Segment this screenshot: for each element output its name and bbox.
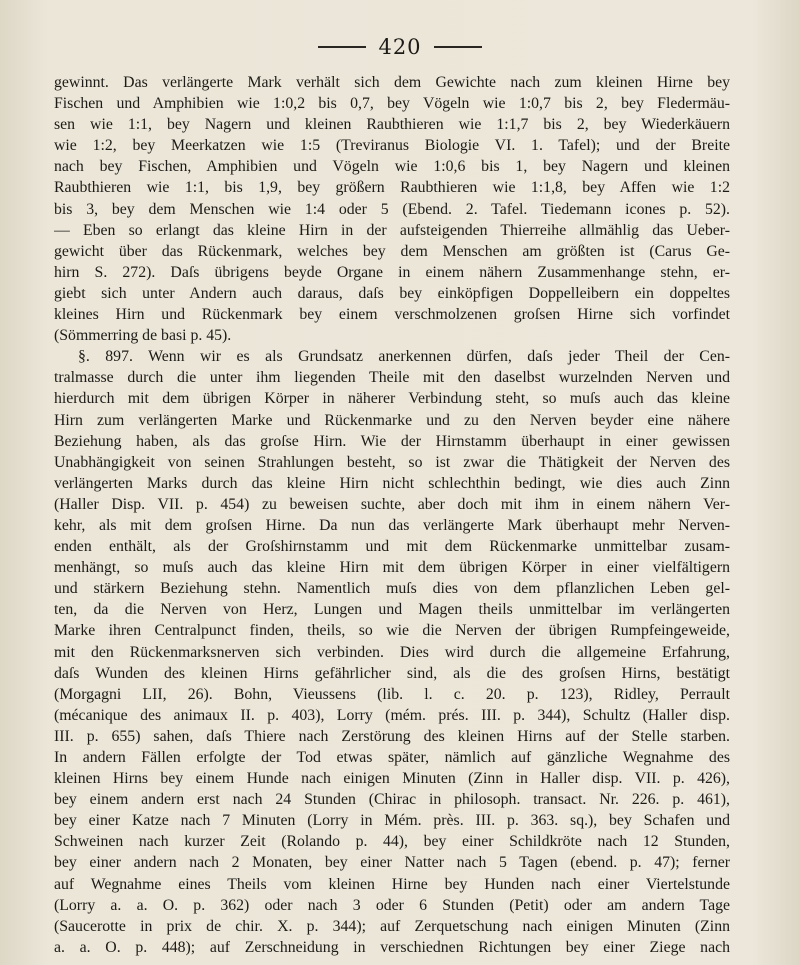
- text-line: gewinnt. Das verlängerte Mark verhält sich dem Gewichte nach zum kleinen Hirne bey: [54, 74, 730, 91]
- text-line: daſs Wunden des kleinen Hirns gefährlicher sind, als die des groſsen Hirns, bestätigt: [54, 664, 730, 682]
- text-line: — Eben so erlangt das kleine Hirn in der aufsteigenden Thierreihe allmählig das Ueber-: [54, 221, 730, 239]
- text-line: (mécanique des animaux II. p. 403), Lorry (mém. prés. III. p. 344), Schultz (Haller disp.: [54, 706, 730, 724]
- text-line: hierdurch mit dem übrigen Körper in näherer Verbindung steht, so muſs auch das kleine: [54, 390, 730, 408]
- text-line: wie 1:2, bey Meerkatzen wie 1:5 (Treviranus Biologie VI. 1. Tafel); und der Breite: [54, 137, 730, 155]
- text-line: Hirn zum verlängerten Marke und Rückenmarke und zu den Nerven beyder eine nähere: [54, 411, 730, 429]
- text-line: (Lorry a. a. O. p. 362) oder nach 3 oder 6 Stunden (Petit) oder am andern Tage: [54, 896, 730, 914]
- text-line: enden enthält, als der Groſshirnstamm und mit dem Rückenmarke unmittelbar zusam-: [54, 538, 730, 556]
- text-line: In andern Fällen erfolgte der Tod etwas später, nämlich auf gänzliche Wegnahme des: [54, 749, 730, 766]
- text-line: (Haller Disp. VII. p. 454) zu beweisen suchte, aber doch mit ihm in einem nähern Ver-: [54, 495, 730, 513]
- text-line: sen wie 1:1, bey Nagern und kleinen Raubthieren wie 1:1,7 bis 2, bey Wiederkäuern: [54, 116, 730, 134]
- text-line: a. a. O. p. 448); auf Zerschneidung in verschiednen Richtungen bey einer Ziege nach: [54, 938, 730, 956]
- text-line: nach bey Fischen, Amphibien und Vögeln wie 1:0,6 bis 1, bey Nagern und kleinen: [54, 158, 730, 176]
- text-line: Fischen und Amphibien wie 1:0,2 bis 0,7, bey Vögeln wie 1:0,7 bis 2, bey Fledermäu-: [54, 95, 730, 113]
- text-line: Marke ihren Centralpunct finden, theils, so wie die Nerven der übrigen Rumpfeingeweide,: [54, 622, 730, 640]
- text-line: Unabhängigkeit von seinen Strahlungen besteht, so ist zwar die Thätigkeit der Nerven des: [54, 453, 730, 471]
- text-line: und stärkern Beziehung stehn. Namentlich muſs dies von dem pflanzlichen Leben gel-: [54, 580, 730, 598]
- text-line: verlängerten Marks durch das kleine Hirn nicht schlechthin bedingt, wie dies auch Zinn: [54, 474, 730, 492]
- text-line: bey einer Katze nach 7 Minuten (Lorry in Mém. près. III. p. 363. sq.), bey Schafen und: [54, 812, 730, 830]
- text-line: hirn S. 272). Daſs übrigens beyde Organe in einem nähern Zusammenhange stehn, er-: [54, 263, 730, 281]
- text-line: (Sömmerring de basi p. 45).: [54, 327, 232, 345]
- text-line: §. 897. Wenn wir es als Grundsatz anerkennen dürfen, daſs jeder Theil der Cen-: [78, 348, 730, 366]
- header-rule-right: [434, 46, 482, 48]
- page-number: 420: [378, 35, 422, 59]
- text-line: III. p. 655) sahen, daſs Thiere nach Zerstörung des kleinen Hirns auf der Stelle starben.: [54, 727, 730, 745]
- text-line: (Saucerotte in prix de chir. X. p. 344); auf Zerquetschung nach einigen Minuten (Zinn: [54, 917, 730, 935]
- text-line: menhängt, so muſs auch das kleine Hirn mit dem übrigen Körper in einer vielfältigern: [54, 559, 730, 577]
- text-line: auf Wegnahme eines Theils vom kleinen Hirne bey Hunden nach einer Viertelstunde: [54, 875, 730, 893]
- text-line: giebt sich unter Andern auch daraus, daſs bey einköpfigen Doppelleibern ein doppeltes: [54, 284, 730, 302]
- text-line: Schweinen nach kurzer Zeit (Rolando p. 44), bey einer Schildkröte nach 12 Stunden,: [54, 833, 730, 851]
- header-rule-left: [318, 46, 366, 48]
- text-line: kleinen Hirns bey einem Hunde nach einigen Minuten (Zinn in Haller disp. VII. p. 426),: [54, 770, 730, 788]
- page-header: [0, 34, 800, 60]
- text-line: kehr, als mit dem groſsen Hirne. Da nun das verlängerte Mark überhaupt mehr Nerven-: [54, 516, 730, 534]
- text-line: kleines Hirn und Rückenmark bey einem verschmolzenen groſsen Hirne sich vorfindet: [54, 306, 730, 324]
- text-line: bis 3, bey dem Menschen wie 1:4 oder 5 (Ebend. 2. Tafel. Tiedemann icones p. 52).: [54, 200, 730, 218]
- text-line: mit den Rückenmarksnerven sich verbinden. Dies wird durch die allgemeine Erfahrung,: [54, 643, 730, 661]
- text-line: Raubthieren wie 1:1, bis 1,9, bey größern Raubthieren wie 1:1,8, bey Affen wie 1:2: [54, 179, 730, 197]
- text-line: tralmasse durch die unter ihm liegenden Theile mit den daselbst wurzelnden Nerven und: [54, 369, 730, 387]
- text-line: ten, da die Nerven von Herz, Lungen und Magen theils unmittelbar im verlängerten: [54, 601, 730, 619]
- text-line: Beziehung haben, als das groſse Hirn. Wie der Hirnstamm überhaupt in einer gewissen: [54, 432, 730, 450]
- text-line: bey einer andern nach 2 Monaten, bey einer Natter nach 5 Tagen (ebend. p. 47); ferner: [54, 854, 730, 872]
- text-line: bey einem andern erst nach 24 Stunden (Chirac in philosoph. transact. Nr. 226. p. 461),: [54, 791, 730, 809]
- text-line: (Morgagni LII, 26). Bohn, Vieussens (lib. l. c. 20. p. 123), Ridley, Perrault: [54, 685, 730, 703]
- body-text: [54, 72, 730, 958]
- text-line: gewicht über das Rückenmark, welches bey dem Menschen am größten ist (Carus Ge-: [54, 242, 730, 260]
